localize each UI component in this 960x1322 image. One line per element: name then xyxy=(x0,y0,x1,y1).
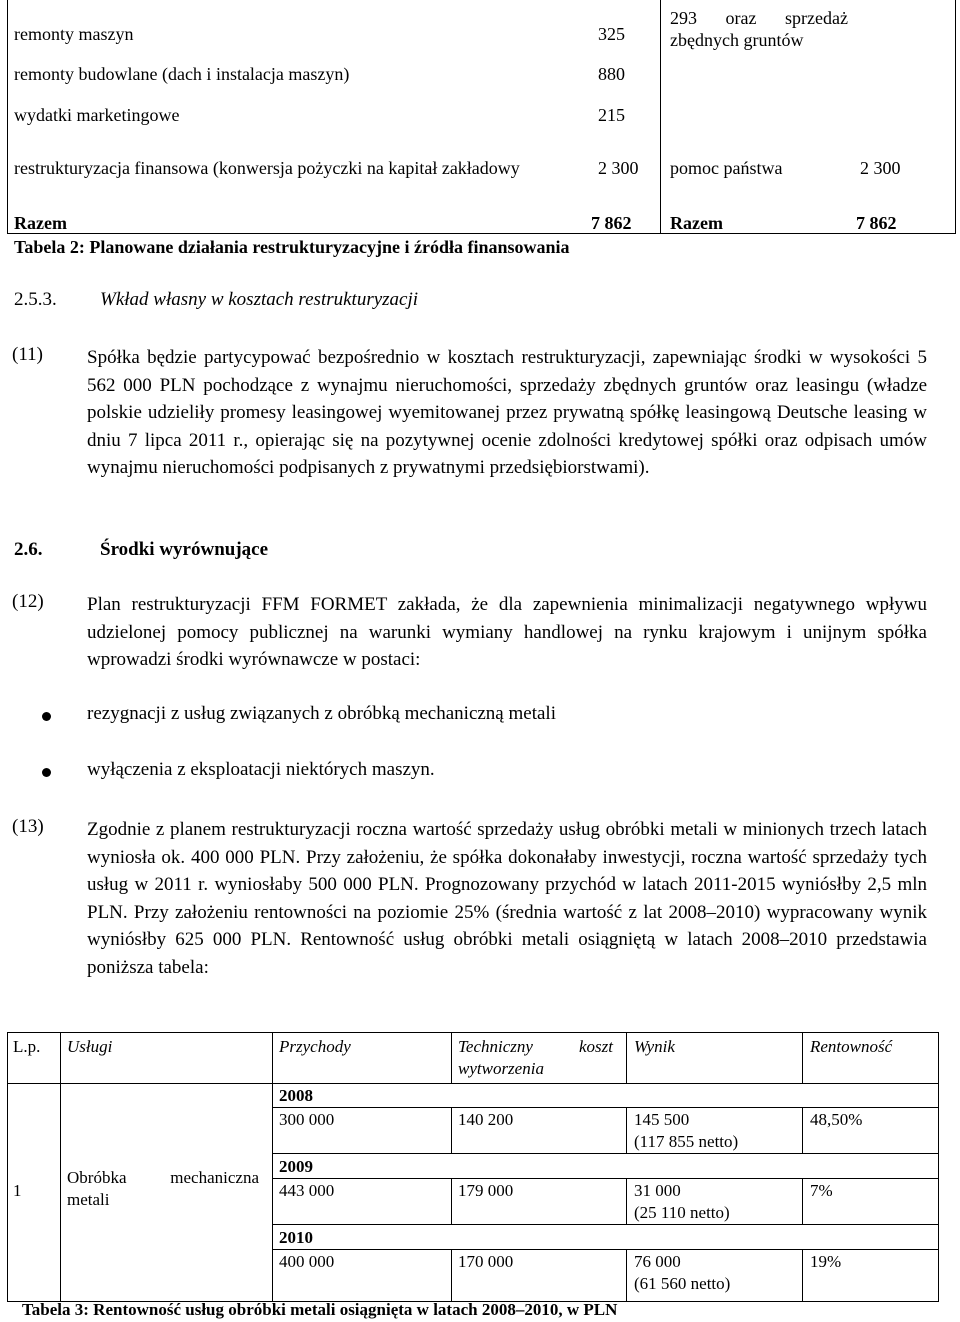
row-lp: 1 xyxy=(13,1181,22,1200)
right-total-label: Razem xyxy=(670,213,723,233)
section-number: 2.5.3. xyxy=(14,289,57,310)
rentownosc-value: 19% xyxy=(810,1252,842,1271)
rentownosc-value: 7% xyxy=(810,1181,833,1200)
table-row-label: wydatki marketingowe xyxy=(14,105,180,125)
service-name: Obróbka mechaniczna metali xyxy=(67,1168,259,1209)
table-row-value: 880 xyxy=(598,64,625,84)
header-koszt: Techniczny koszt wytworzenia xyxy=(458,1037,613,1078)
year-label: 2008 xyxy=(279,1086,313,1105)
year-label: 2009 xyxy=(279,1157,313,1176)
paragraph-12: Plan restrukturyzacji FFM FORMET zakłada, że dla zapewnienia minimalizacji negatywnego wpływu udzielonej pomocy publicznej na warunki wymiany handlowej na rynku krajowym i unijnym spółka wprowadzi środki wyrównawcze w postaci: xyxy=(87,594,927,670)
year-label: 2010 xyxy=(279,1228,313,1247)
right-total-value: 7 862 xyxy=(856,213,897,233)
header-rentownosc: Rentowność xyxy=(810,1037,893,1056)
koszt-value: 140 200 xyxy=(458,1110,514,1129)
total-value: 7 862 xyxy=(591,213,632,233)
section-title: Środki wyrównujące xyxy=(100,539,269,560)
wynik-value: 145 500 xyxy=(634,1110,690,1129)
bullet-icon xyxy=(42,712,51,721)
table-row-label: restrukturyzacja finansowa (konwersja pożyczki na kapitał zakładowy xyxy=(14,158,520,178)
source-text: 293 oraz sprzedaż zbędnych gruntów xyxy=(670,8,848,50)
header-wynik: Wynik xyxy=(634,1037,675,1056)
paragraph-number: (11) xyxy=(12,344,43,365)
paragraph-number: (12) xyxy=(12,591,44,612)
paragraph-11: Spółka będzie partycypować bezpośrednio w kosztach restrukturyzacji, zapewniając środki w wysokości 5 562 000 PLN pochodzące z wynajmu nieruchomości, sprzedaży zbędnych gruntów oraz leasingu (władze polskie udzieliły promesy leasingowej wyemitowanej przez prywatną spółkę leasingową Deutsche leasing w dniu 7 lipca 2011 r., opierając się na pozytywnej ocenie zdolności kredytowej spółki oraz odpisach umów wynajmu nieruchomości podpisanych z prywatnymi przedsiębiorstwami). xyxy=(87,347,927,478)
table-3-caption: Tabela 3: Rentowność usług obróbki metali osiągnięta w latach 2008–2010, w PLN xyxy=(22,1300,618,1319)
list-item: wyłączenia z eksploatacji niektórych maszyn. xyxy=(87,759,435,780)
table-row-value: 215 xyxy=(598,105,625,125)
przychody-value: 400 000 xyxy=(279,1252,335,1271)
header-przychody: Przychody xyxy=(279,1037,351,1056)
table-row-label: remonty budowlane (dach i instalacja maszyn) xyxy=(14,64,350,84)
przychody-value: 443 000 xyxy=(279,1181,335,1200)
source-value: 2 300 xyxy=(860,158,901,178)
header-lp: L.p. xyxy=(13,1037,41,1056)
table-row-value: 2 300 xyxy=(598,158,639,178)
wynik-netto: (61 560 netto) xyxy=(634,1274,731,1293)
bullet-icon xyxy=(42,768,51,777)
list-item: rezygnacji z usług związanych z obróbką mechaniczną metali xyxy=(87,703,556,724)
wynik-netto: (117 855 netto) xyxy=(634,1132,739,1151)
total-label: Razem xyxy=(14,213,67,233)
koszt-value: 179 000 xyxy=(458,1181,514,1200)
wynik-netto: (25 110 netto) xyxy=(634,1203,730,1222)
table-2-caption: Tabela 2: Planowane działania restrukturyzacyjne i źródła finansowania xyxy=(14,237,570,257)
source-label: pomoc państwa xyxy=(670,158,783,178)
paragraph-13: Zgodnie z planem restrukturyzacji roczna wartość sprzedaży usług obróbki metali w minionych trzech latach wyniosła ok. 400 000 PLN. Przy założeniu, że spółka dokonałaby inwestycji, roczna wartość sprzedaży tych usług w 2011 r. wyniosłaby 500 000 PLN. Prognozowany przychód w latach 2011-2015 wyniósłby 2,5 mln PLN. Przy założeniu rentowności na poziomie 25% (średnia wartość z lat 2008–2010) wypracowany wynik wyniósłby 625 000 PLN. Rentowność usług obróbki metali osiągniętą w latach 2008–2010 przedstawia poniższa tabela: xyxy=(87,819,927,978)
table-row-value: 325 xyxy=(598,24,625,44)
koszt-value: 170 000 xyxy=(458,1252,514,1271)
wynik-value: 31 000 xyxy=(634,1181,681,1200)
rentownosc-value: 48,50% xyxy=(810,1110,863,1129)
wynik-value: 76 000 xyxy=(634,1252,681,1271)
section-title: Wkład własny w kosztach restrukturyzacji xyxy=(100,289,419,310)
przychody-value: 300 000 xyxy=(279,1110,335,1129)
header-uslugi: Usługi xyxy=(67,1037,113,1056)
table-row-label: remonty maszyn xyxy=(14,24,134,44)
section-number: 2.6. xyxy=(14,539,43,560)
paragraph-number: (13) xyxy=(12,816,44,837)
